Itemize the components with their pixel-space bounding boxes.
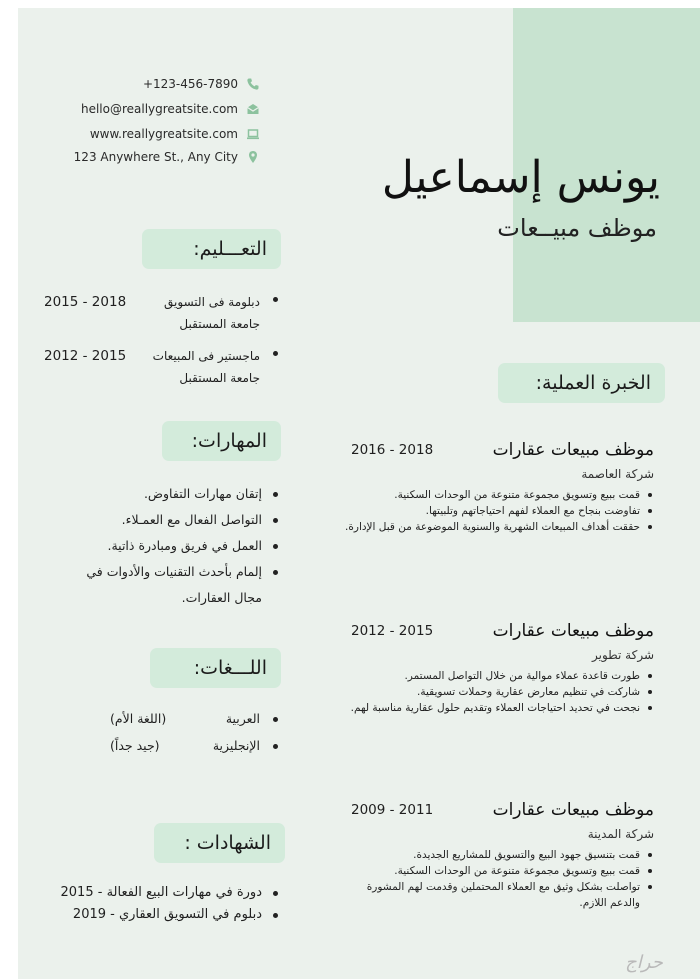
contact-phone [60,74,260,94]
phone-icon [246,77,260,91]
website-icon [246,127,260,141]
bullet [648,493,652,497]
skills-list [80,481,284,611]
bullet [648,690,652,694]
duty-item [345,847,657,863]
language-name: العربية [225,711,260,726]
duty-item [345,503,657,519]
language-name: الإنجليزية [212,738,260,753]
education-school: جامعة المستقبل [179,317,260,331]
phone-text: +123-456-7890 [142,77,238,91]
education-degree: دبلومة فى التسويق [164,295,260,309]
language-item [100,733,284,759]
address-text: 123 Anywhere St., Any City [73,150,238,164]
bullet [273,744,278,749]
job-duties [345,668,657,716]
certificate-item [60,903,284,927]
job-dates: 2009 - 2011 [351,802,434,818]
skill-item [80,533,284,559]
job-company: شركة المدينة [587,827,654,841]
language-level: (جيد جداً) [110,738,160,753]
job-title: موظف مبيعات عقارات [492,800,654,820]
education-heading: التعـــليم: [142,229,281,269]
job-dates: 2016 - 2018 [351,442,434,458]
website-text: www.reallygreatsite.com [89,127,238,141]
education-degree: ماجستير فى المبيعات [152,349,260,363]
duty-item [345,863,657,879]
languages-heading: اللـــغات: [150,648,281,688]
duty-text: نجحت في تحديد احتياجات العملاء وتقديم حلول عقارية مناسبة لهم. [350,702,640,714]
education-school: جامعة المستقبل [179,371,260,385]
skill-text: التواصل الفعال مع العمـلاء. [121,512,262,527]
language-level: (اللغة الأم) [110,711,167,726]
education-item [40,345,284,395]
skill-item [80,481,284,507]
email-text: hello@reallygreatsite.com [80,102,238,116]
contact-website [60,124,260,144]
duty-text: قمت ببيع وتسويق مجموعة متنوعة من الوحدات السكنية. [394,865,640,877]
duty-text: قمت بتنسيق جهود البيع والتسويق للمشاريع الجديدة. [413,849,640,861]
bullet [648,853,652,857]
experience-heading: الخبرة العملية: [498,363,665,403]
duty-item [345,519,657,535]
certificates-heading: الشهادات : [154,823,285,863]
watermark-logo: حراج [625,952,663,973]
duty-text: شاركت في تنظيم معارض عقارية وحملات تسويقية. [417,686,640,698]
bullet [648,706,652,710]
duty-text: تفاوضت بنجاح مع العملاء لفهم احتياجاتهم وتلبيتها. [425,505,640,517]
bullet [273,297,278,302]
education-item [40,291,284,341]
certificate-text: دورة في مهارات البيع الفعالة - 2015 [60,885,262,900]
certificate-text: دبلوم في التسويق العقاري - 2019 [72,907,262,922]
job-dates: 2012 - 2015 [351,623,434,639]
contact-address [60,147,260,167]
job-duties [345,487,657,535]
bullet [273,913,278,918]
duty-text: تواصلت بشكل وثيق مع العملاء المحتملين وقدمت لهم المشورة والدعم اللازم. [366,881,640,909]
duty-item [345,487,657,503]
duty-item [345,668,657,684]
education-dates: 2012 - 2015 [44,348,127,364]
bullet [648,869,652,873]
bullet [273,351,278,356]
language-item [100,706,284,732]
duty-text: طورت قاعدة عملاء موالية من خلال التواصل المستمر. [404,670,640,682]
skill-text: إلمام بأحدث التقنيات والأدوات في مجال العقارات. [86,564,262,605]
contact-email [60,99,260,119]
bullet [273,492,278,497]
bullet [648,525,652,529]
bullet [273,891,278,896]
bullet [648,674,652,678]
email-icon [246,102,260,116]
duty-text: قمت ببيع وتسويق مجموعة متنوعة من الوحدات السكنية. [394,489,640,501]
bullet [648,509,652,513]
skill-text: العمل في فريق ومبادرة ذاتية. [107,538,262,553]
bullet [273,544,278,549]
bullet [648,885,652,889]
duty-item [345,879,657,911]
bullet [273,518,278,523]
skill-item [80,507,284,533]
bullet [273,570,278,575]
job-title: موظف مبيعات عقارات [492,621,654,641]
job-company: شركة العاصمة [581,467,654,481]
skills-heading: المهارات: [162,421,281,461]
skill-text: إتقان مهارات التفاوض. [143,486,262,501]
certificate-item [60,881,284,905]
job-duties [345,847,657,911]
skill-item [80,559,284,611]
education-dates: 2015 - 2018 [44,294,127,310]
duty-text: حققت أهداف المبيعات الشهرية والسنوية الموضوعة من قبل الإدارة. [345,521,640,533]
duty-item [345,684,657,700]
location-icon [246,150,260,164]
candidate-name: يونس إسماعيل [381,152,660,203]
bullet [273,717,278,722]
candidate-title: موظف مبيــعات [497,214,657,242]
duty-item [345,700,657,716]
job-title: موظف مبيعات عقارات [492,440,654,460]
job-company: شركة تطوير [592,648,654,662]
